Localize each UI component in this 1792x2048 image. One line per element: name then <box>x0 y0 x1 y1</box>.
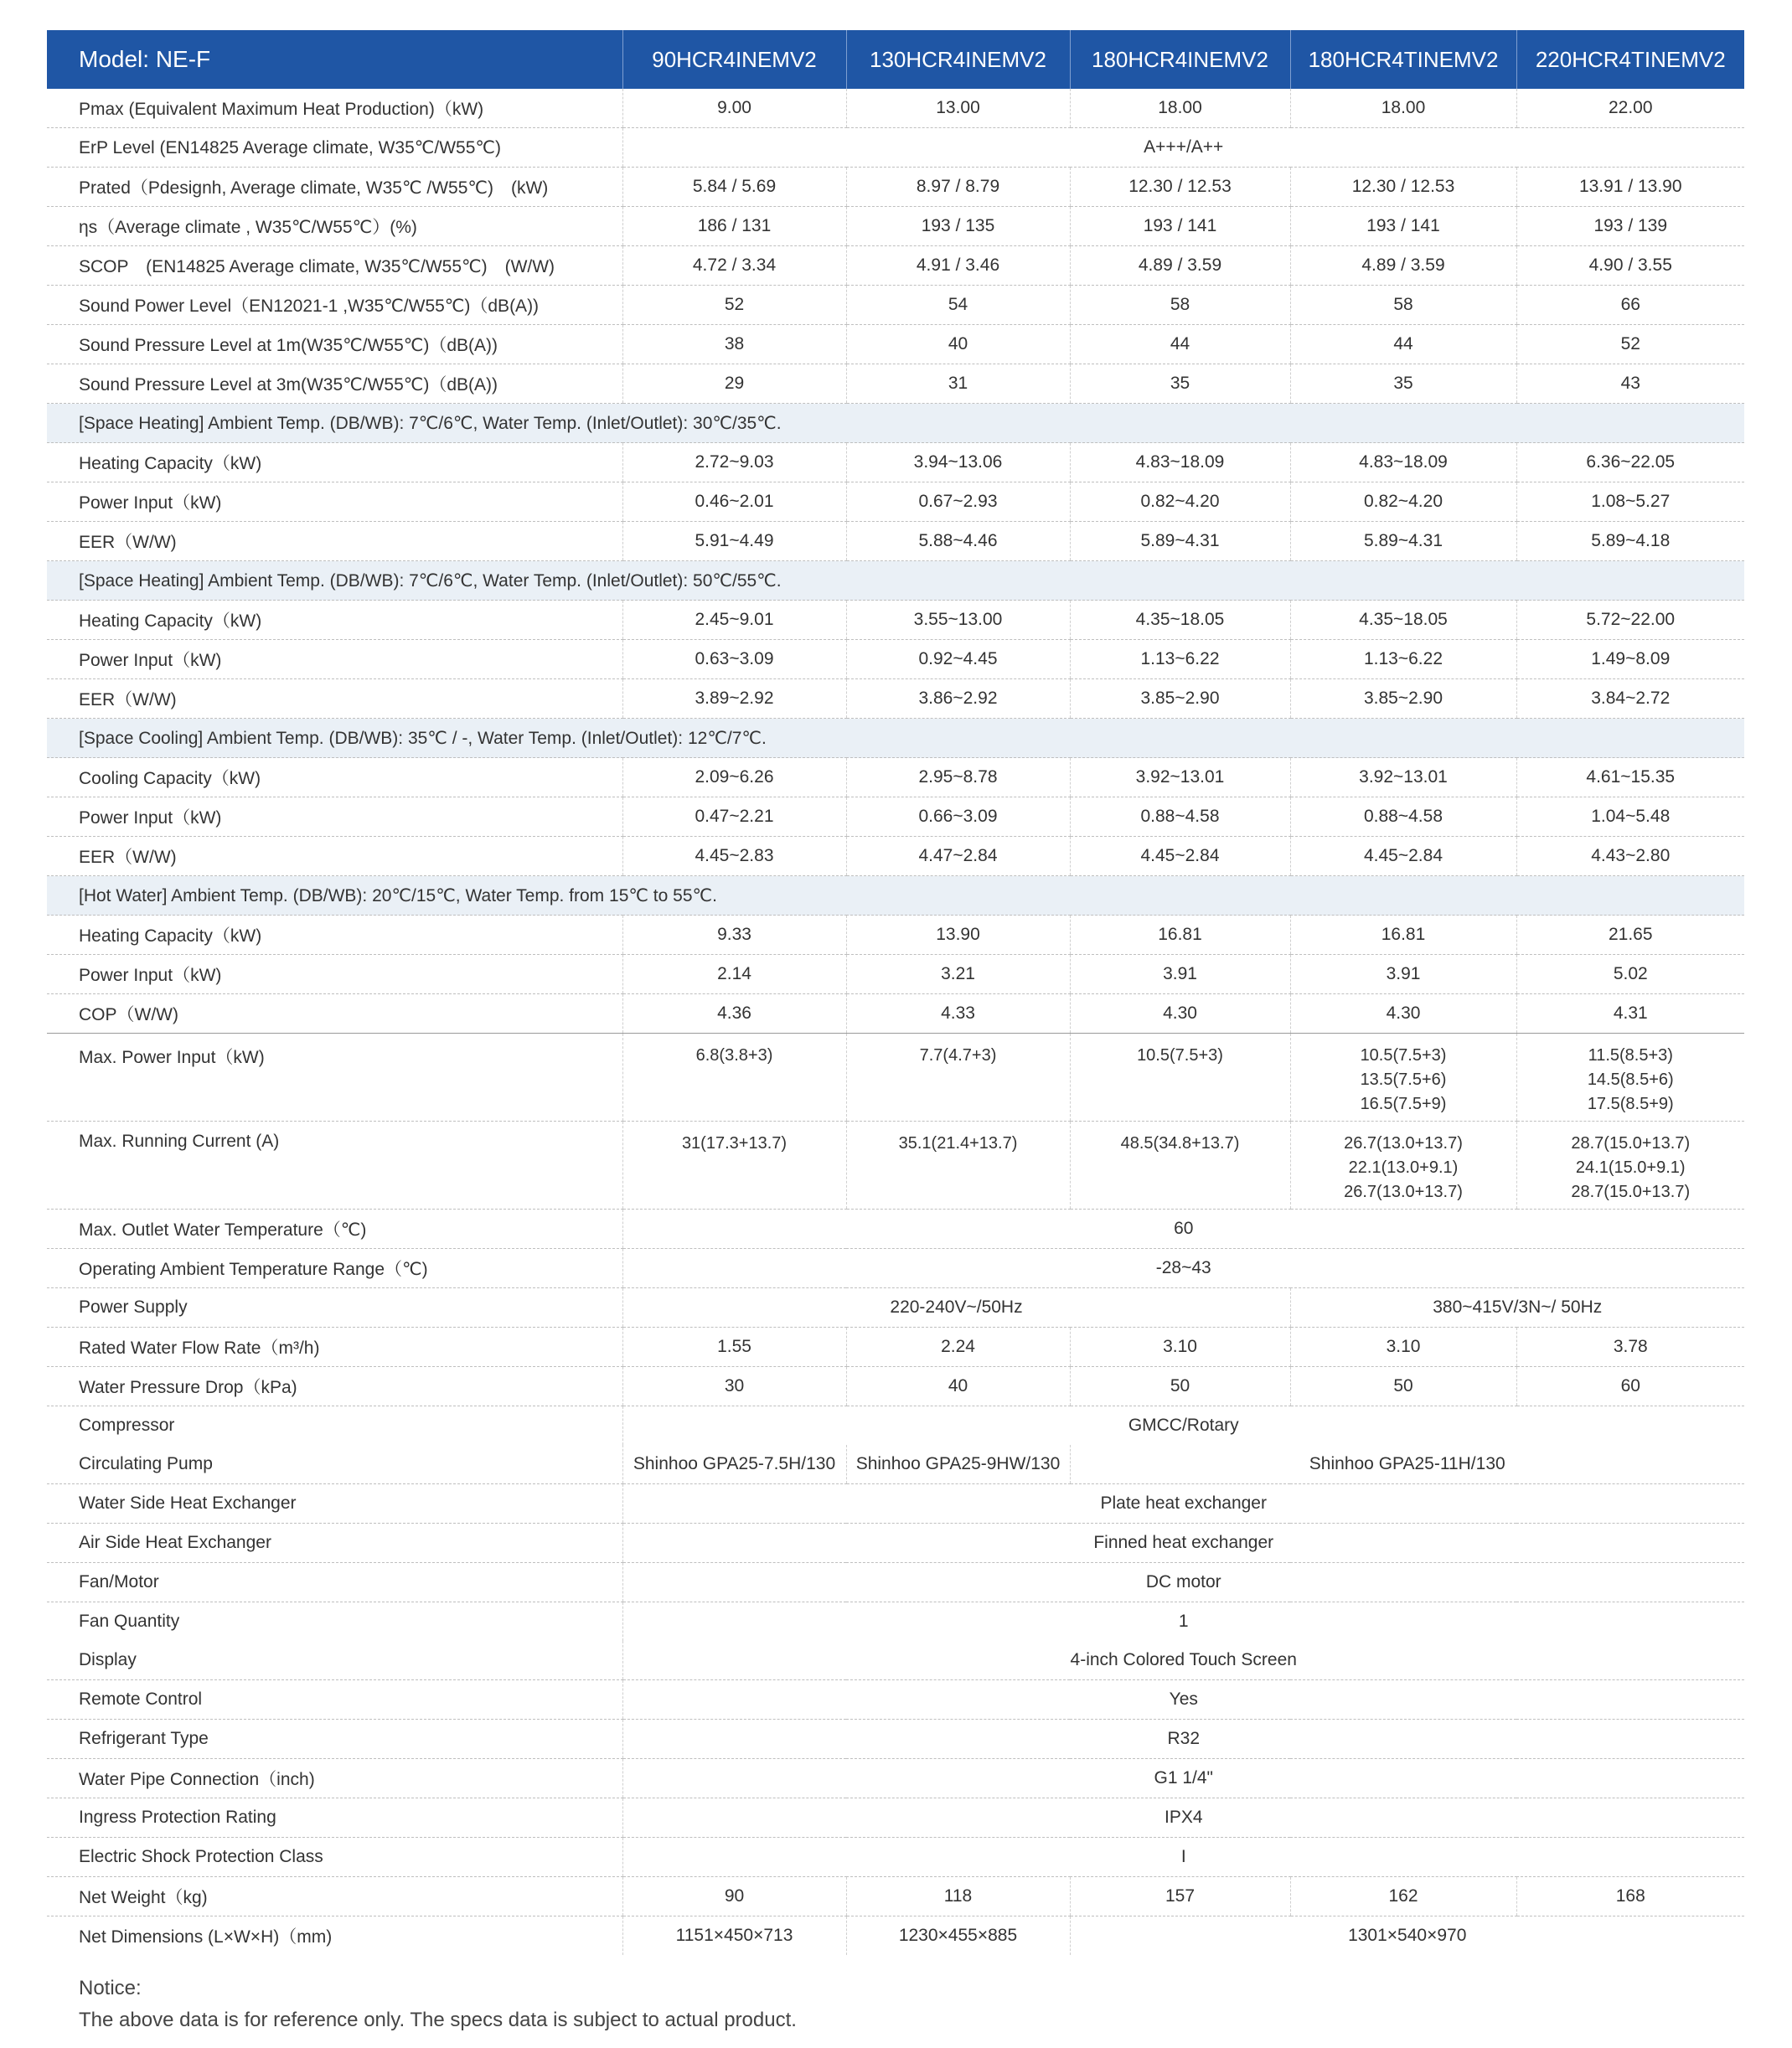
table-cell: 58 <box>1290 286 1516 325</box>
table-row <box>47 1210 1744 1249</box>
table-cell: 3.10 <box>1070 1328 1290 1367</box>
section-header-row <box>47 404 1744 443</box>
table-cell: 4.30 <box>1290 994 1516 1034</box>
table-cell: 5.91~4.49 <box>622 522 846 561</box>
cell-line: 10.5(7.5+3) <box>1137 1046 1223 1065</box>
cell-line: 28.7(15.0+13.7) <box>1571 1134 1691 1153</box>
table-cell <box>1290 1122 1516 1210</box>
table-cell: 9.33 <box>622 916 846 955</box>
table-cell: 9.00 <box>622 89 846 128</box>
table-cell: 3.86~2.92 <box>846 679 1070 719</box>
table-cell: 4.31 <box>1516 994 1744 1034</box>
table-cell: 4.89 / 3.59 <box>1070 246 1290 286</box>
table-cell: 1.49~8.09 <box>1516 640 1744 679</box>
row-label: Cooling Capacity（kW) <box>47 758 622 797</box>
table-cell: 380~415V/3N~/ 50Hz <box>1290 1288 1744 1328</box>
table-cell: 50 <box>1070 1367 1290 1406</box>
cell-line: 24.1(15.0+9.1) <box>1575 1158 1686 1177</box>
table-row <box>47 1445 1744 1484</box>
table-cell: 3.85~2.90 <box>1290 679 1516 719</box>
table-cell <box>1516 1034 1744 1122</box>
table-cell: 2.09~6.26 <box>622 758 846 797</box>
table-cell: 0.67~2.93 <box>846 482 1070 522</box>
table-cell: 1 <box>622 1602 1744 1642</box>
row-label: Ingress Protection Rating <box>47 1798 622 1838</box>
row-label: Water Pressure Drop（kPa) <box>47 1367 622 1406</box>
table-cell <box>846 1122 1070 1210</box>
table-cell: 5.02 <box>1516 955 1744 994</box>
row-label: ηs（Average climate , W35℃/W55℃）(%) <box>47 207 622 246</box>
row-label: Refrigerant Type <box>47 1720 622 1759</box>
table-cell: 3.91 <box>1070 955 1290 994</box>
table-cell: 193 / 139 <box>1516 207 1744 246</box>
table-cell: 16.81 <box>1290 916 1516 955</box>
table-cell: 4-inch Colored Touch Screen <box>622 1641 1744 1680</box>
table-cell: 60 <box>622 1210 1744 1249</box>
table-cell: 4.45~2.83 <box>622 837 846 876</box>
table-cell: 5.89~4.18 <box>1516 522 1744 561</box>
table-cell: Yes <box>622 1680 1744 1720</box>
table-cell: DC motor <box>622 1563 1744 1602</box>
table-cell <box>622 1122 846 1210</box>
table-cell: Finned heat exchanger <box>622 1524 1744 1563</box>
table-cell: 2.14 <box>622 955 846 994</box>
table-cell: 4.43~2.80 <box>1516 837 1744 876</box>
table-cell: 220-240V~/50Hz <box>622 1288 1290 1328</box>
table-row <box>47 522 1744 561</box>
table-cell: 4.83~18.09 <box>1290 443 1516 482</box>
row-label: Heating Capacity（kW) <box>47 443 622 482</box>
table-row <box>47 364 1744 404</box>
table-cell: 4.47~2.84 <box>846 837 1070 876</box>
row-label: Power Input（kW) <box>47 640 622 679</box>
table-cell: 193 / 141 <box>1070 207 1290 246</box>
table-cell: 4.45~2.84 <box>1070 837 1290 876</box>
table-row <box>47 1602 1744 1642</box>
table-cell: 3.84~2.72 <box>1516 679 1744 719</box>
table-cell: 0.88~4.58 <box>1070 797 1290 837</box>
row-label: Net Weight（kg) <box>47 1877 622 1916</box>
table-row <box>47 1680 1744 1720</box>
table-row <box>47 89 1744 128</box>
row-label: Compressor <box>79 1416 175 1435</box>
section-header-row <box>47 876 1744 916</box>
table-cell: GMCC/Rotary <box>622 1406 1744 1446</box>
table-row <box>47 640 1744 679</box>
table-cell: 0.82~4.20 <box>1290 482 1516 522</box>
table-cell: 118 <box>846 1877 1070 1916</box>
table-cell: 3.92~13.01 <box>1290 758 1516 797</box>
column-header-180hcr4inemv2: 180HCR4INEMV2 <box>1070 30 1290 89</box>
table-row <box>47 286 1744 325</box>
table-cell: Shinhoo GPA25-11H/130 <box>1070 1445 1744 1484</box>
table-cell: 4.61~15.35 <box>1516 758 1744 797</box>
row-label: Water Side Heat Exchanger <box>47 1484 622 1524</box>
table-cell: 31 <box>846 364 1070 404</box>
cell-line: 35.1(21.4+13.7) <box>898 1134 1018 1153</box>
row-label: Power Supply <box>47 1288 622 1328</box>
row-label: Power Input（kW) <box>47 797 622 837</box>
column-header-220hcr4tinemv2: 220HCR4TINEMV2 <box>1516 30 1744 89</box>
row-label: SCOP (EN14825 Average climate, W35℃/W55℃) (W/W) <box>47 246 622 286</box>
cell-line: 10.5(7.5+3) <box>1360 1046 1447 1065</box>
table-row <box>47 443 1744 482</box>
table-cell: 1.55 <box>622 1328 846 1367</box>
table-cell: 3.94~13.06 <box>846 443 1070 482</box>
table-cell: 6.36~22.05 <box>1516 443 1744 482</box>
table-row <box>47 758 1744 797</box>
table-cell: 5.89~4.31 <box>1290 522 1516 561</box>
table-cell: 1.08~5.27 <box>1516 482 1744 522</box>
table-cell: 21.65 <box>1516 916 1744 955</box>
table-cell: 66 <box>1516 286 1744 325</box>
row-label: ErP Level (EN14825 Average climate, W35℃/W55℃) <box>47 128 622 168</box>
table-cell: R32 <box>622 1720 1744 1759</box>
spec-table-body <box>47 89 1744 1955</box>
table-cell: 193 / 135 <box>846 207 1070 246</box>
table-cell: 30 <box>622 1367 846 1406</box>
table-cell <box>1290 1034 1516 1122</box>
table-cell: 0.88~4.58 <box>1290 797 1516 837</box>
table-cell: 12.30 / 12.53 <box>1290 168 1516 207</box>
table-cell: -28~43 <box>622 1249 1744 1288</box>
table-cell: 13.00 <box>846 89 1070 128</box>
table-cell: 2.45~9.01 <box>622 601 846 640</box>
table-cell: 4.91 / 3.46 <box>846 246 1070 286</box>
table-row <box>47 679 1744 719</box>
cell-line: 7.7(4.7+3) <box>919 1046 997 1065</box>
row-label: EER（W/W) <box>47 679 622 719</box>
section-header-row <box>47 561 1744 601</box>
section-header-label: [Hot Water] Ambient Temp. (DB/WB): 20℃/15℃, Water Temp. from 15℃ to 55℃. <box>47 876 1744 916</box>
table-cell <box>622 1034 846 1122</box>
table-cell: 44 <box>1290 325 1516 364</box>
table-cell: 40 <box>846 325 1070 364</box>
table-row <box>47 1328 1744 1367</box>
table-cell: 35 <box>1070 364 1290 404</box>
table-row <box>47 955 1744 994</box>
cell-line: 26.7(13.0+13.7) <box>1344 1134 1463 1153</box>
table-cell: Shinhoo GPA25-7.5H/130 <box>622 1445 846 1484</box>
row-label: Remote Control <box>47 1680 622 1720</box>
table-cell: 3.85~2.90 <box>1070 679 1290 719</box>
spec-table-container <box>47 30 1744 1955</box>
table-row <box>47 207 1744 246</box>
table-row <box>47 601 1744 640</box>
table-row <box>47 1838 1744 1877</box>
section-header-row <box>47 719 1744 758</box>
table-row <box>47 482 1744 522</box>
table-row <box>47 994 1744 1034</box>
table-row <box>47 837 1744 876</box>
section-header-label: [Space Cooling] Ambient Temp. (DB/WB): 35℃ / -, Water Temp. (Inlet/Outlet): 12℃/7℃. <box>47 719 1744 758</box>
table-cell: 1.04~5.48 <box>1516 797 1744 837</box>
table-cell: 52 <box>1516 325 1744 364</box>
cell-line: 14.5(8.5+6) <box>1587 1070 1674 1089</box>
table-cell: 44 <box>1070 325 1290 364</box>
table-row <box>47 1288 1744 1328</box>
table-row <box>47 1563 1744 1602</box>
cell-line: 22.1(13.0+9.1) <box>1348 1158 1459 1177</box>
table-cell: 1151×450×713 <box>622 1916 846 1956</box>
row-label: Power Input（kW) <box>47 955 622 994</box>
cell-line: 31(17.3+13.7) <box>681 1134 788 1153</box>
column-header-130hcr4inemv2: 130HCR4INEMV2 <box>846 30 1070 89</box>
table-cell: Plate heat exchanger <box>622 1484 1744 1524</box>
table-cell: 4.36 <box>622 994 846 1034</box>
row-label: COP（W/W) <box>47 994 622 1034</box>
row-label: Sound Pressure Level at 1m(W35℃/W55℃)（dB(A)) <box>47 325 622 364</box>
table-cell: 13.90 <box>846 916 1070 955</box>
table-cell: 4.89 / 3.59 <box>1290 246 1516 286</box>
table-cell: 4.35~18.05 <box>1070 601 1290 640</box>
table-cell: 1.13~6.22 <box>1290 640 1516 679</box>
table-row <box>47 1367 1744 1406</box>
row-label: EER（W/W) <box>47 522 622 561</box>
row-label: Fan Quantity <box>79 1612 180 1631</box>
row-label: Operating Ambient Temperature Range（℃) <box>47 1249 622 1288</box>
table-cell: 1230×455×885 <box>846 1916 1070 1956</box>
table-cell: 1301×540×970 <box>1070 1916 1744 1956</box>
table-cell: 0.82~4.20 <box>1070 482 1290 522</box>
table-row <box>47 1641 1744 1680</box>
table-cell <box>1516 1122 1744 1210</box>
table-row <box>47 1916 1744 1956</box>
table-row <box>47 1249 1744 1288</box>
table-cell: 16.81 <box>1070 916 1290 955</box>
cell-line: 48.5(34.8+13.7) <box>1120 1134 1240 1153</box>
table-cell: 157 <box>1070 1877 1290 1916</box>
table-cell: 0.46~2.01 <box>622 482 846 522</box>
table-cell: 1.13~6.22 <box>1070 640 1290 679</box>
table-cell: 3.78 <box>1516 1328 1744 1367</box>
table-row <box>47 246 1744 286</box>
spec-table <box>47 30 1744 1955</box>
cell-line: 17.5(8.5+9) <box>1587 1095 1674 1113</box>
row-label: Sound Pressure Level at 3m(W35℃/W55℃)（dB(A)) <box>47 364 622 404</box>
table-cell: 43 <box>1516 364 1744 404</box>
row-label: Max. Outlet Water Temperature（℃) <box>47 1210 622 1249</box>
table-cell: 18.00 <box>1290 89 1516 128</box>
table-cell: 5.84 / 5.69 <box>622 168 846 207</box>
table-cell: 4.33 <box>846 994 1070 1034</box>
table-row <box>47 1122 1744 1210</box>
table-cell: 18.00 <box>1070 89 1290 128</box>
table-cell: 186 / 131 <box>622 207 846 246</box>
column-header-90hcr4inemv2: 90HCR4INEMV2 <box>622 30 846 89</box>
table-row <box>47 1406 1744 1446</box>
table-cell: 3.21 <box>846 955 1070 994</box>
table-cell: 54 <box>846 286 1070 325</box>
table-cell: 2.24 <box>846 1328 1070 1367</box>
row-label: Circulating Pump <box>47 1445 622 1484</box>
model-title: Model: NE-F <box>47 30 622 89</box>
table-row <box>47 1877 1744 1916</box>
row-label: Prated（Pdesignh, Average climate, W35℃ /W55℃) (kW) <box>47 168 622 207</box>
table-cell: 35 <box>1290 364 1516 404</box>
cell-line: 28.7(15.0+13.7) <box>1571 1183 1691 1201</box>
table-cell: IPX4 <box>622 1798 1744 1838</box>
table-cell: 5.72~22.00 <box>1516 601 1744 640</box>
table-cell: 3.91 <box>1290 955 1516 994</box>
row-label: Net Dimensions (L×W×H)（mm) <box>79 1927 333 1947</box>
row-label: Fan/Motor <box>47 1563 622 1602</box>
table-cell: 29 <box>622 364 846 404</box>
section-header-label: [Space Heating] Ambient Temp. (DB/WB): 7℃/6℃, Water Temp. (Inlet/Outlet): 30℃/35℃. <box>47 404 1744 443</box>
table-cell: 168 <box>1516 1877 1744 1916</box>
table-cell <box>1070 1034 1290 1122</box>
table-cell: 0.92~4.45 <box>846 640 1070 679</box>
table-cell: 50 <box>1290 1367 1516 1406</box>
row-label: Sound Power Level（EN12021-1 ,W35℃/W55℃)（dB(A)) <box>47 286 622 325</box>
table-cell: 38 <box>622 325 846 364</box>
cell-line: 16.5(7.5+9) <box>1360 1095 1447 1113</box>
row-label: Heating Capacity（kW) <box>47 601 622 640</box>
table-cell: 2.72~9.03 <box>622 443 846 482</box>
row-label: Max. Running Current (A) <box>47 1122 622 1210</box>
row-label: Rated Water Flow Rate（m³/h) <box>47 1328 622 1367</box>
table-cell: 4.90 / 3.55 <box>1516 246 1744 286</box>
row-label: Heating Capacity（kW) <box>47 916 622 955</box>
table-cell: G1 1/4" <box>622 1759 1744 1798</box>
table-cell: 3.10 <box>1290 1328 1516 1367</box>
cell-line: 13.5(7.5+6) <box>1360 1070 1447 1089</box>
table-cell: 0.66~3.09 <box>846 797 1070 837</box>
row-label: Max. Power Input（kW) <box>47 1034 622 1122</box>
table-cell: 8.97 / 8.79 <box>846 168 1070 207</box>
column-header-180hcr4tinemv2: 180HCR4TINEMV2 <box>1290 30 1516 89</box>
table-row <box>47 325 1744 364</box>
table-row <box>47 1034 1744 1122</box>
row-label: Power Input（kW) <box>47 482 622 522</box>
table-cell: I <box>622 1838 1744 1877</box>
table-cell: 3.55~13.00 <box>846 601 1070 640</box>
notice <box>79 1973 797 2036</box>
table-cell: 52 <box>622 286 846 325</box>
cell-line: 11.5(8.5+3) <box>1588 1046 1673 1065</box>
row-label: Water Pipe Connection（inch) <box>47 1759 622 1798</box>
table-cell <box>846 1034 1070 1122</box>
table-cell: 3.89~2.92 <box>622 679 846 719</box>
table-cell: Shinhoo GPA25-9HW/130 <box>846 1445 1070 1484</box>
table-row <box>47 1759 1744 1798</box>
table-cell: 2.95~8.78 <box>846 758 1070 797</box>
row-label: Pmax (Equivalent Maximum Heat Production)（kW) <box>47 89 622 128</box>
table-cell <box>1070 1122 1290 1210</box>
table-header-row <box>47 30 1744 89</box>
row-label: EER（W/W) <box>47 837 622 876</box>
row-label: Air Side Heat Exchanger <box>47 1524 622 1563</box>
table-cell: 4.45~2.84 <box>1290 837 1516 876</box>
table-cell: 60 <box>1516 1367 1744 1406</box>
table-cell: 4.35~18.05 <box>1290 601 1516 640</box>
table-cell: 90 <box>622 1877 846 1916</box>
table-cell: 13.91 / 13.90 <box>1516 168 1744 207</box>
table-cell: 5.88~4.46 <box>846 522 1070 561</box>
section-header-label: [Space Heating] Ambient Temp. (DB/WB): 7℃/6℃, Water Temp. (Inlet/Outlet): 50℃/55℃. <box>47 561 1744 601</box>
table-cell: 12.30 / 12.53 <box>1070 168 1290 207</box>
table-cell: 0.63~3.09 <box>622 640 846 679</box>
table-cell: 162 <box>1290 1877 1516 1916</box>
table-cell: 58 <box>1070 286 1290 325</box>
table-cell: 4.30 <box>1070 994 1290 1034</box>
row-label: Display <box>47 1641 622 1680</box>
table-cell: A+++/A++ <box>622 128 1744 168</box>
notice-text: The above data is for reference only. The specs data is subject to actual product. <box>79 2009 797 2031</box>
table-cell: 193 / 141 <box>1290 207 1516 246</box>
table-row <box>47 1798 1744 1838</box>
table-row <box>47 797 1744 837</box>
table-cell: 22.00 <box>1516 89 1744 128</box>
table-row <box>47 168 1744 207</box>
cell-line: 6.8(3.8+3) <box>695 1046 773 1065</box>
table-cell: 5.89~4.31 <box>1070 522 1290 561</box>
table-row <box>47 128 1744 168</box>
table-cell: 0.47~2.21 <box>622 797 846 837</box>
table-row <box>47 1720 1744 1759</box>
table-cell: 40 <box>846 1367 1070 1406</box>
table-cell: 4.72 / 3.34 <box>622 246 846 286</box>
row-label: Electric Shock Protection Class <box>47 1838 622 1877</box>
table-cell: 4.83~18.09 <box>1070 443 1290 482</box>
table-row <box>47 916 1744 955</box>
table-row <box>47 1524 1744 1563</box>
table-row <box>47 1484 1744 1524</box>
notice-title: Notice: <box>79 1977 142 1999</box>
cell-line: 26.7(13.0+13.7) <box>1344 1183 1463 1201</box>
table-cell: 3.92~13.01 <box>1070 758 1290 797</box>
